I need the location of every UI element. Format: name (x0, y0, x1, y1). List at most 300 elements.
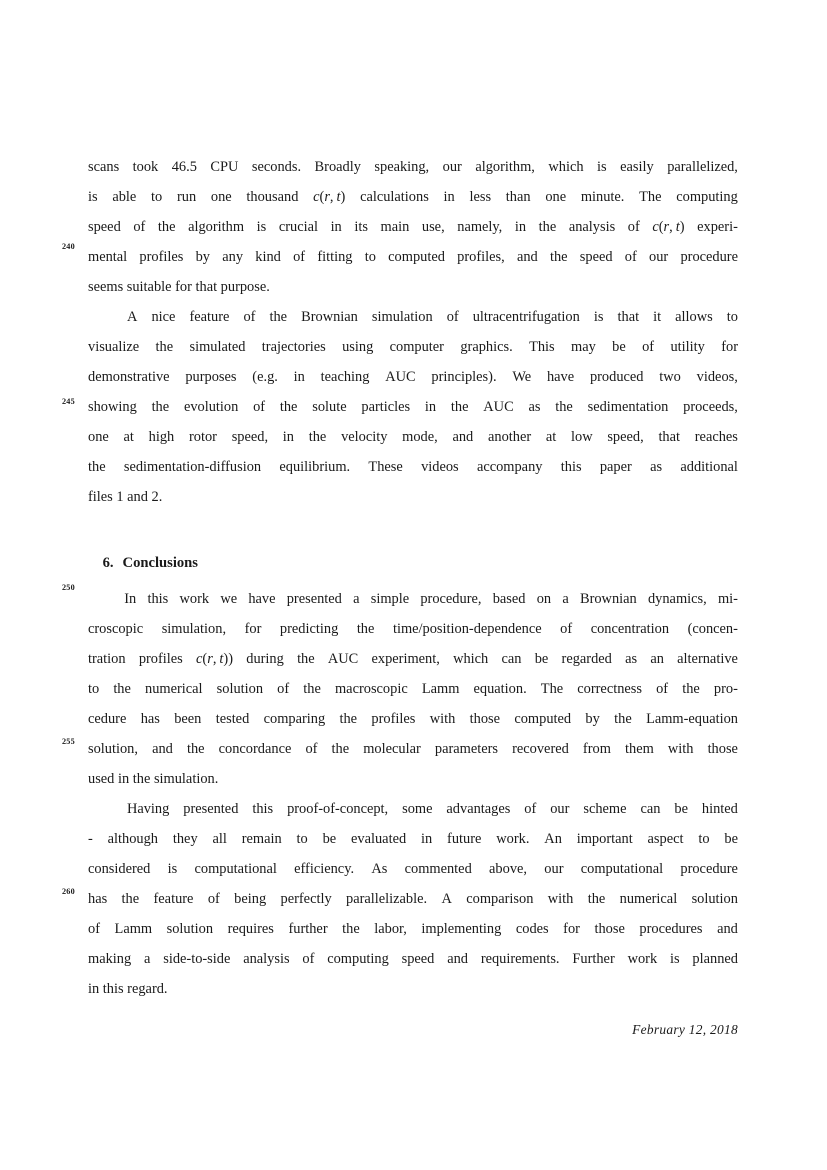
word: hinted (701, 801, 738, 817)
word: In (124, 591, 137, 607)
word: main (380, 219, 410, 235)
line-number: 260 (62, 887, 75, 896)
word: computed (388, 249, 445, 265)
word (313, 182, 345, 212)
word: visualize (88, 339, 140, 355)
word: solute (312, 399, 347, 415)
word: crucial (278, 219, 318, 235)
word: 46.5 (171, 159, 197, 175)
word: the (121, 891, 140, 907)
word: remain (241, 831, 282, 847)
word: side-to-side (163, 951, 231, 967)
word: ultracentrifugation (472, 309, 580, 325)
paragraph (88, 302, 738, 512)
word: parameters (434, 741, 498, 757)
word: rotor (188, 429, 217, 445)
word: be (322, 831, 337, 847)
word: particles (361, 399, 411, 415)
word: of (293, 249, 306, 265)
word: evolution (183, 399, 239, 415)
word: labor, (374, 921, 407, 937)
word: and (447, 951, 468, 967)
word: of (253, 399, 266, 415)
word: sedimentation (587, 399, 669, 415)
word: the (186, 741, 205, 757)
word: algorithm (188, 219, 245, 235)
text-line (88, 452, 738, 482)
word: the (88, 459, 106, 475)
word: easily (620, 159, 654, 175)
word: to (151, 189, 163, 205)
word: the (151, 399, 170, 415)
word: is (256, 219, 267, 235)
paragraph-indent (88, 302, 113, 332)
word: trajectories (261, 339, 326, 355)
text-line: files 1 and 2. (88, 489, 163, 505)
word: been (174, 711, 202, 727)
word: mode, (402, 429, 438, 445)
word: less (469, 189, 492, 205)
word: teaching (320, 369, 370, 385)
word: those (707, 741, 738, 757)
word: numerical (619, 891, 678, 907)
word: A (441, 891, 452, 907)
word: procedure (680, 861, 738, 877)
word: Lamm (114, 921, 153, 937)
word: this (252, 801, 274, 817)
word: the (308, 429, 327, 445)
word: is (597, 159, 607, 175)
word: be (612, 339, 626, 355)
word: the (279, 399, 298, 415)
word: of (243, 309, 256, 325)
word: to (364, 249, 376, 265)
text-line (88, 242, 738, 272)
word: in (282, 429, 294, 445)
word: nice (151, 309, 176, 325)
text-line (88, 824, 738, 854)
text-line (88, 392, 738, 422)
word: this (147, 591, 169, 607)
word: predicting (279, 621, 339, 637)
word: the (155, 339, 174, 355)
word: a (353, 591, 360, 607)
word: An (544, 831, 562, 847)
word: of (88, 921, 100, 937)
section-title: Conclusions (122, 555, 198, 571)
word: work (627, 951, 658, 967)
word: videos (421, 459, 459, 475)
word: as (625, 651, 638, 667)
text-line (88, 302, 738, 332)
word: feature (189, 309, 230, 325)
word: took (132, 159, 159, 175)
word: principles). (431, 369, 497, 385)
word: in (293, 369, 305, 385)
word: is (167, 861, 178, 877)
word: speed (579, 249, 613, 265)
word: computational (194, 861, 277, 877)
word: have (546, 369, 575, 385)
word: equilibrium. (279, 459, 351, 475)
word: AUC (327, 651, 359, 667)
word: profiles (139, 249, 184, 265)
word: macroscopic (334, 681, 408, 697)
word: and (717, 921, 738, 937)
paragraph-indent (88, 794, 113, 824)
word: requires (227, 921, 274, 937)
word: have (248, 591, 276, 607)
word: our (649, 249, 669, 265)
word: the (356, 621, 375, 637)
word: graphics. (460, 339, 513, 355)
word: tested (215, 711, 250, 727)
word: the (297, 651, 315, 667)
word: aspect (647, 831, 684, 847)
text-line (88, 944, 738, 974)
word: the (682, 681, 700, 697)
word: namely, (457, 219, 503, 235)
word: molecular (363, 741, 421, 757)
word: thousand (246, 189, 299, 205)
word: work. (496, 831, 530, 847)
line-number: 245 (62, 397, 75, 406)
word: further (288, 921, 328, 937)
word: advantages (446, 801, 511, 817)
word: run (176, 189, 197, 205)
word: proof-of-concept, (287, 801, 389, 817)
word: recovered (512, 741, 569, 757)
word: to (698, 831, 710, 847)
word: any (222, 249, 244, 265)
word (652, 212, 684, 242)
word: important (576, 831, 633, 847)
word: to (296, 831, 308, 847)
text-line (88, 674, 738, 704)
text-line (88, 884, 738, 914)
word: one (545, 189, 567, 205)
word: computational (580, 861, 664, 877)
word: speaking, (374, 159, 430, 175)
word: alternative (677, 651, 738, 667)
word: be (534, 651, 549, 667)
word: reaches (694, 429, 738, 445)
word: As (371, 861, 388, 877)
word: for (721, 339, 738, 355)
word: These (368, 459, 403, 475)
word: on (536, 591, 552, 607)
word: AUC (385, 369, 416, 385)
word: be (724, 831, 738, 847)
word: We (512, 369, 532, 385)
word: Lamm-equation (646, 711, 738, 727)
word: by (585, 711, 600, 727)
word: concentration (590, 621, 670, 637)
word: Further (572, 951, 615, 967)
text-line (88, 704, 738, 734)
word: computed (514, 711, 572, 727)
word: and (152, 741, 173, 757)
word: from (582, 741, 611, 757)
word: procedures (639, 921, 703, 937)
word: those (594, 921, 625, 937)
word: of (302, 951, 315, 967)
word: we (220, 591, 238, 607)
word: additional (680, 459, 738, 475)
word: fitting (317, 249, 353, 265)
word: Having (126, 801, 170, 817)
word: solution (166, 921, 214, 937)
word: of (446, 309, 459, 325)
word: speed, (231, 429, 269, 445)
word: another (487, 429, 532, 445)
word: correctness (577, 681, 642, 697)
word: high (148, 429, 175, 445)
word: showing (88, 399, 137, 415)
word: in (514, 219, 527, 235)
word: of (524, 801, 537, 817)
word: pro- (713, 681, 738, 697)
word: with (547, 891, 574, 907)
word: produced (589, 369, 644, 385)
word: planned (692, 951, 738, 967)
word: them (625, 741, 654, 757)
word: the (303, 681, 321, 697)
word: mental (88, 249, 128, 265)
word: some (402, 801, 433, 817)
word: future (447, 831, 482, 847)
word: allows (675, 309, 713, 325)
line-number: 255 (62, 737, 75, 746)
word: in (330, 219, 342, 235)
word: can (501, 651, 522, 667)
word: presented (286, 591, 342, 607)
word: Broadly (314, 159, 361, 175)
word: profiles (138, 651, 183, 667)
word: A (127, 309, 138, 325)
word: using (342, 339, 374, 355)
word: - (88, 831, 93, 847)
text-line: seems suitable for that purpose. (88, 279, 270, 295)
word: profiles, (457, 249, 505, 265)
word: speed (88, 219, 121, 235)
word: calculations (360, 189, 429, 205)
word: use, (421, 219, 445, 235)
word: as (528, 399, 541, 415)
word: requirements. (480, 951, 560, 967)
word: our (442, 159, 462, 175)
word: is (669, 951, 680, 967)
word: with (667, 741, 694, 757)
word: Brownian (301, 309, 358, 325)
word: of (207, 891, 220, 907)
word: experiment, (371, 651, 440, 667)
word: the (331, 741, 350, 757)
text-line (88, 734, 738, 764)
word: scheme (583, 801, 627, 817)
word: in (421, 831, 433, 847)
word: the (614, 711, 632, 727)
paragraph (88, 152, 738, 302)
word: croscopic (88, 621, 144, 637)
word: of (277, 681, 290, 697)
word: Lamm (421, 681, 460, 697)
word: the (342, 921, 360, 937)
word: solution (691, 891, 738, 907)
word: that (658, 429, 681, 445)
word: of (133, 219, 146, 235)
word: low (571, 429, 593, 445)
paragraph (88, 584, 738, 794)
word: concordance (218, 741, 292, 757)
word: in (424, 399, 437, 415)
word: presented (183, 801, 239, 817)
word: codes (515, 921, 549, 937)
text-line (88, 644, 738, 674)
word: a (562, 591, 569, 607)
word: for (244, 621, 262, 637)
word: all (212, 831, 227, 847)
word: experi- (697, 219, 738, 235)
word: although (107, 831, 159, 847)
word: our (550, 801, 570, 817)
word: considered (88, 861, 151, 877)
document-date: February 12, 2018 (632, 1022, 738, 1037)
word: its (354, 219, 368, 235)
word: CPU (210, 159, 239, 175)
word: solution, (88, 741, 138, 757)
word: the (450, 399, 469, 415)
word: to (88, 681, 100, 697)
text-line (88, 182, 738, 212)
word: Brownian (579, 591, 637, 607)
word: that (617, 309, 640, 325)
word: demonstrative (88, 369, 170, 385)
word: the (555, 399, 573, 415)
word: the (549, 249, 568, 265)
word: feature (153, 891, 194, 907)
word: the (157, 219, 176, 235)
word: has (88, 891, 108, 907)
word: analysis (243, 951, 290, 967)
word: and (516, 249, 538, 265)
section-heading (88, 530, 198, 596)
word: one (88, 429, 109, 445)
word: the (587, 891, 606, 907)
math-expression: c(r, t) (196, 651, 229, 667)
word: utility (670, 339, 705, 355)
text-line (88, 422, 738, 452)
word: kind (255, 249, 281, 265)
word: analysis (568, 219, 616, 235)
word: a (144, 951, 151, 967)
word: of (560, 621, 573, 637)
word: simulated (189, 339, 246, 355)
word: profiles (371, 711, 416, 727)
word: for (563, 921, 580, 937)
paragraph (88, 794, 738, 1004)
text-line (88, 332, 738, 362)
word: solution (216, 681, 264, 697)
word: based (492, 591, 526, 607)
word: paper (599, 459, 632, 475)
word: work (179, 591, 210, 607)
word: speed, (607, 429, 644, 445)
word: speed (401, 951, 435, 967)
word: scans (88, 159, 120, 175)
word: proceeds, (683, 399, 738, 415)
word: numerical (145, 681, 203, 697)
word: of (624, 249, 637, 265)
word: parallelized, (667, 159, 738, 175)
math-expression: c(r, t) (652, 219, 685, 235)
word: by (195, 249, 210, 265)
word: in (443, 189, 455, 205)
word: of (627, 219, 640, 235)
word: AUC (483, 399, 514, 415)
word: parallelizable. (346, 891, 428, 907)
word: those (469, 711, 501, 727)
word: it (653, 309, 662, 325)
word: velocity (341, 429, 388, 445)
word: during (246, 651, 284, 667)
text-line: in this regard. (88, 981, 168, 997)
word: is (593, 309, 604, 325)
word: one (210, 189, 232, 205)
word: which (453, 651, 489, 667)
word: our (544, 861, 564, 877)
text-line: used in the simulation. (88, 771, 219, 787)
word: The (639, 189, 662, 205)
line-number: 250 (62, 583, 75, 592)
word: the (269, 309, 288, 325)
word: being (234, 891, 267, 907)
word: can (640, 801, 661, 817)
word: efficiency. (294, 861, 355, 877)
word: algorithm, (475, 159, 535, 175)
word: an (650, 651, 664, 667)
word: simulation, (161, 621, 227, 637)
word: purposes (185, 369, 237, 385)
word: comparing (263, 711, 326, 727)
text-line (88, 794, 738, 824)
word: is (88, 189, 98, 205)
word: computing (327, 951, 389, 967)
word: videos, (696, 369, 738, 385)
word: with (429, 711, 456, 727)
word: computing (676, 189, 738, 205)
word: than (505, 189, 531, 205)
word: c(r, t)) (196, 651, 234, 667)
section-number: 6. (102, 555, 114, 571)
word: procedure, (420, 591, 482, 607)
word: making (88, 951, 132, 967)
word: comparison (466, 891, 534, 907)
text-line (88, 614, 738, 644)
word: evaluated (351, 831, 407, 847)
word: this (560, 459, 582, 475)
text-line (88, 362, 738, 392)
word: may (571, 339, 596, 355)
line-number: 240 (62, 242, 75, 251)
math-expression: c(r, t) (313, 189, 346, 205)
word: procedure (680, 249, 738, 265)
word: computer (389, 339, 444, 355)
word: which (548, 159, 584, 175)
word: dynamics, (647, 591, 707, 607)
word: time/position-dependence (392, 621, 542, 637)
word: above, (489, 861, 528, 877)
